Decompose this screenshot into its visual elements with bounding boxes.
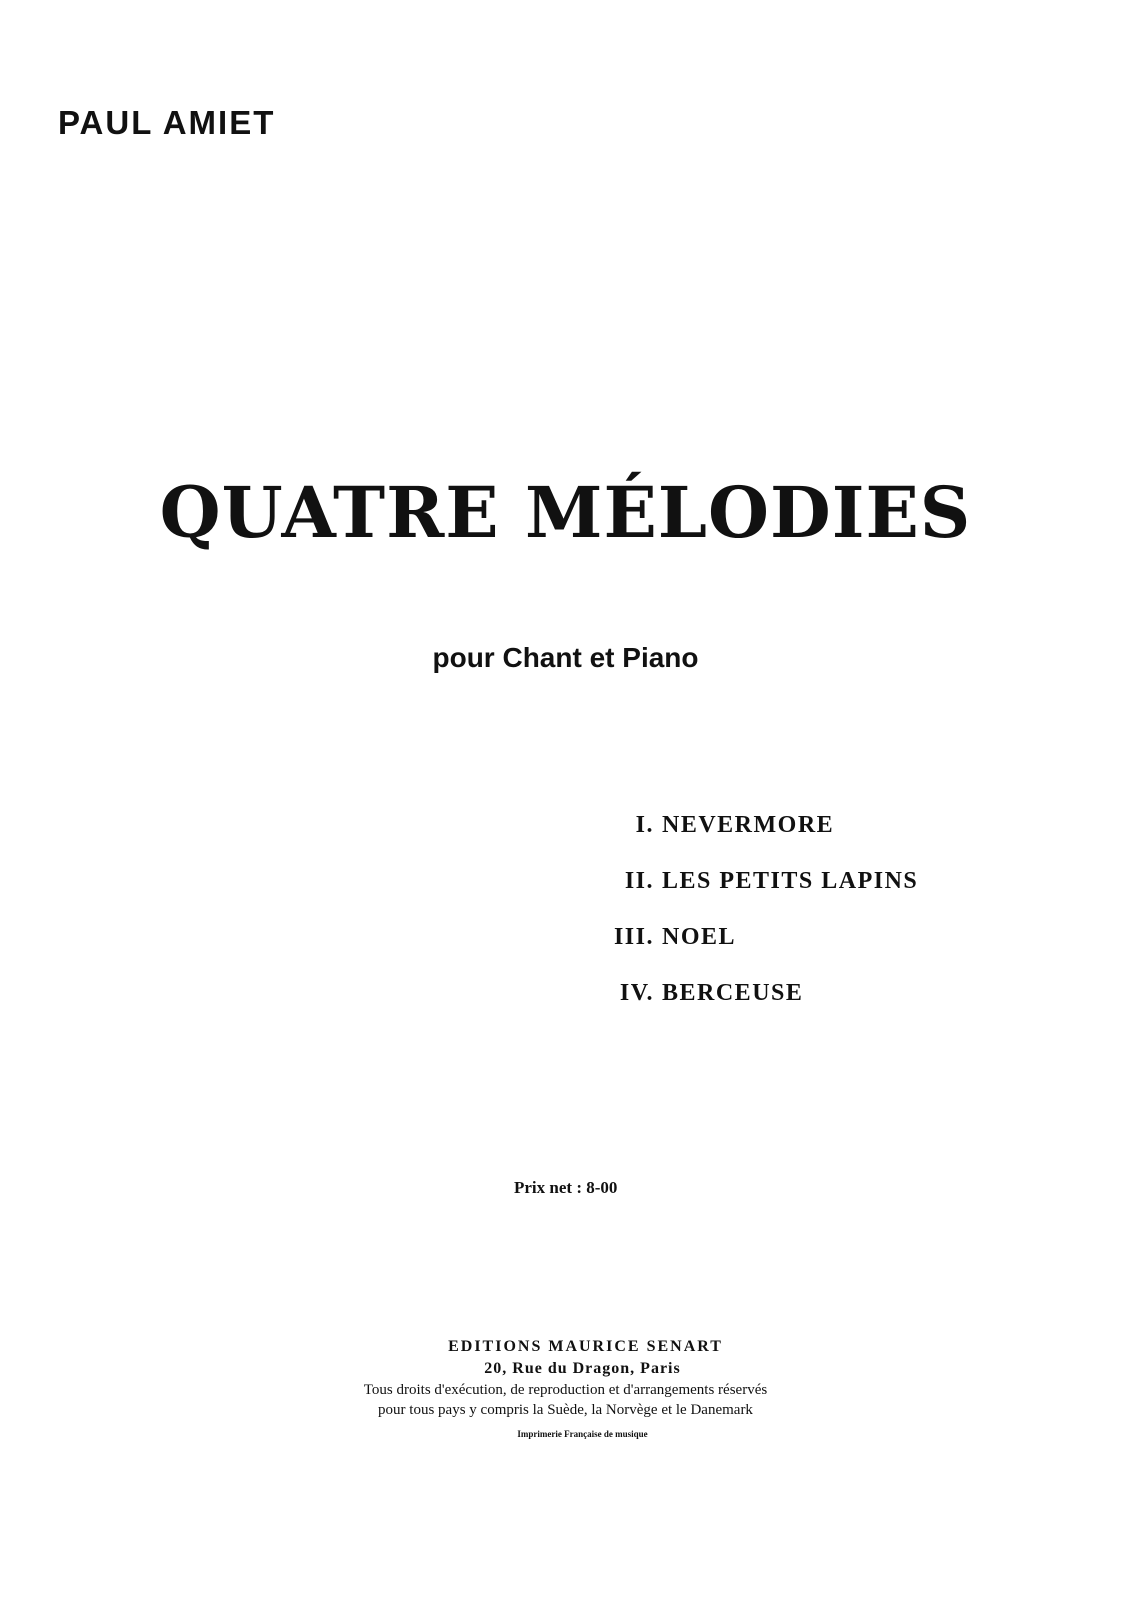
publisher-address: 20, Rue du Dragon, Paris — [484, 1360, 681, 1377]
item-title: NOEL — [662, 924, 737, 950]
page-title: QUATRE MÉLODIES — [159, 471, 972, 554]
item-number: IV. — [619, 980, 654, 1006]
publisher-block — [0, 1336, 1131, 1440]
item-title: BERCEUSE — [662, 980, 804, 1006]
item-title: NEVERMORE — [662, 812, 835, 838]
publisher-name: EDITIONS MAURICE SENART — [448, 1338, 723, 1355]
item-number: II. — [624, 868, 654, 894]
printer-credit: Imprimerie Française de musique — [517, 1429, 648, 1439]
item-number: I. — [635, 812, 654, 838]
item-title: LES PETITS LAPINS — [662, 868, 919, 894]
subtitle: pour Chant et Piano — [432, 642, 699, 673]
item-number: III. — [613, 924, 654, 950]
table-of-contents — [590, 812, 918, 1036]
composer-name: PAUL AMIET — [58, 104, 276, 141]
list-item — [590, 980, 918, 1036]
rights-notice-line-1: Tous droits d'exécution, de reproduction et d'arrangements réservés — [363, 1382, 768, 1398]
list-item — [590, 812, 918, 868]
list-item — [590, 868, 918, 924]
list-item — [590, 924, 918, 980]
price-label: Prix net : 8-00 — [514, 1178, 618, 1197]
rights-notice-line-2: pour tous pays y compris la Suède, la Norvège et le Danemark — [378, 1402, 753, 1418]
